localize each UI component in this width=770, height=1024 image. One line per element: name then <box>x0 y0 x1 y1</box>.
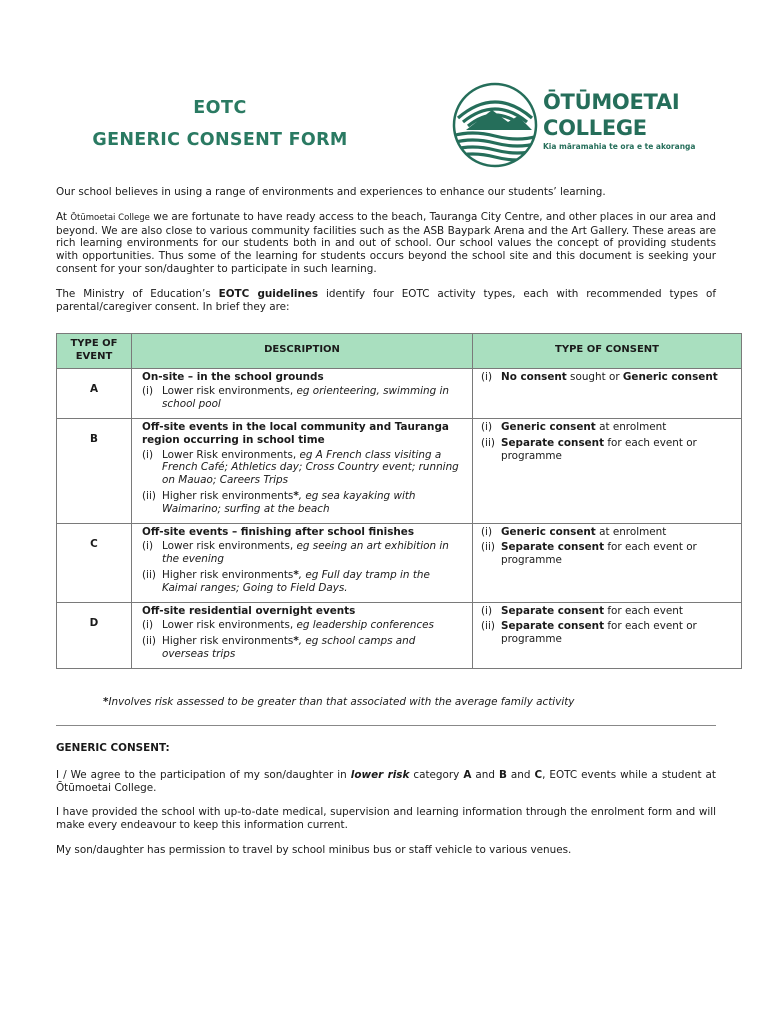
generic-consent-section <box>56 742 716 869</box>
item-number: (ii) <box>142 635 156 648</box>
event-category-cell: C <box>57 523 132 602</box>
generic-consent-heading: GENERIC CONSENT: <box>56 742 170 754</box>
item-number: (i) <box>142 619 153 632</box>
intro-paragraph-2 <box>56 211 716 276</box>
consent-type-text: for each event or programme <box>501 620 697 646</box>
description-item <box>142 569 462 595</box>
consent-item <box>481 421 733 434</box>
higher-risk-star: * <box>293 568 299 581</box>
event-category-cell: B <box>57 418 132 523</box>
consent-item-number: (i) <box>481 420 492 433</box>
consent-item <box>481 526 733 539</box>
consent-item-text <box>501 437 733 463</box>
item-plain-text: Higher risk environments <box>162 489 294 502</box>
header-type-of-consent: TYPE OF CONSENT <box>473 334 742 369</box>
eotc-guidelines-text: EOTC guidelines <box>218 287 319 300</box>
description-cell <box>132 418 473 523</box>
event-category-cell: A <box>57 368 132 418</box>
consent-item-number: (i) <box>481 525 492 538</box>
description-heading: Off-site events in the local community and Tauranga region occurring in school time <box>142 420 449 446</box>
consent-item-number: (i) <box>481 604 492 617</box>
consent-item-text <box>501 526 733 539</box>
consent-item-number: (ii) <box>481 541 495 554</box>
lower-risk-text: lower risk <box>350 768 410 781</box>
item-example-text: eg orienteering, swimming in school pool <box>162 385 449 411</box>
item-text <box>162 540 462 566</box>
consent-item <box>481 620 733 646</box>
consent-type-bold: Separate consent <box>501 604 605 617</box>
consent-type-bold: No consent <box>501 370 567 383</box>
item-plain-text: Lower risk environments, <box>162 540 297 553</box>
description-item <box>142 540 462 566</box>
title-generic-consent-form: GENERIC CONSENT FORM <box>92 130 348 150</box>
intro-p3-rest: identify four EOTC activity types, each with recommended types of parental/caregiver consent. In brief they are: <box>56 287 717 313</box>
consent-paragraph-3: My son/daughter has permission to travel by school minibus bus or staff vehicle to various venues. <box>56 843 572 856</box>
higher-risk-star: * <box>293 489 299 502</box>
consent-p1-a: I / We agree to the participation of my son/daughter in <box>56 768 351 781</box>
consent-item <box>481 437 733 463</box>
item-text <box>162 635 462 661</box>
description-cell <box>132 523 473 602</box>
consent-item-number: (ii) <box>481 620 495 633</box>
item-example-text: , eg school camps and overseas trips <box>162 635 416 660</box>
consent-cell <box>473 368 742 418</box>
consent-type-bold: Separate consent <box>501 541 605 554</box>
consent-item-text <box>501 371 733 384</box>
logo-motto: Kia māramahia te ora e te akoranga <box>543 142 696 151</box>
category-b: B <box>498 768 507 781</box>
consent-item-number: (ii) <box>481 436 495 449</box>
consent-cell <box>473 418 742 523</box>
consent-cell <box>473 523 742 602</box>
item-plain-text: Lower Risk environments, <box>162 448 300 461</box>
consent-cell <box>473 602 742 668</box>
header-type-of-event: TYPE OF EVENT <box>57 334 132 369</box>
description-cell <box>132 368 473 418</box>
intro-paragraph-1: Our school believes in using a range of environments and experiences to enhance our students’ learning. <box>56 186 606 198</box>
item-example-text: eg leadership conferences <box>296 619 434 632</box>
consent-type-text: at enrolment <box>595 420 667 433</box>
consent-type-bold: Separate consent <box>501 436 605 449</box>
consent-paragraph-2: I have provided the school with up-to-date medical, supervision and learning information through the enrolment form and will make every endeavour to keep this information current. <box>56 806 716 832</box>
consent-type-text: for each event or programme <box>501 436 697 462</box>
item-example-text: eg A French class visiting a French Café; Athletics day; Cross Country event; running on Mauao; Careers Trips <box>162 448 459 487</box>
item-example-text: eg seeing an art exhibition in the evening <box>162 540 449 566</box>
item-plain-text: Lower risk environments, <box>162 385 297 398</box>
intro-p3-prefix: The Ministry of Education’s <box>56 287 219 300</box>
event-category-cell: D <box>57 602 132 668</box>
description-item <box>142 385 462 411</box>
college-logo-icon <box>452 82 538 168</box>
description-item <box>142 635 462 661</box>
header-description: DESCRIPTION <box>132 334 473 369</box>
risk-footnote <box>103 696 574 708</box>
consent-type-bold-2: Generic consent <box>622 370 718 383</box>
footnote-star: * <box>103 696 109 708</box>
intro-section <box>56 186 716 325</box>
description-item <box>142 449 462 487</box>
item-example-text: , eg sea kayaking with Waimarino; surfing at the beach <box>162 489 416 515</box>
footnote-text: Involves risk assessed to be greater than that associated with the average family activity <box>108 696 575 708</box>
table-row <box>57 523 742 602</box>
item-number: (ii) <box>142 568 156 581</box>
intro-paragraph-3 <box>56 288 716 314</box>
description-heading: Off-site residential overnight events <box>142 604 356 617</box>
consent-p1-b: category <box>409 768 464 781</box>
consent-type-bold: Separate consent <box>501 620 605 633</box>
consent-item-number: (i) <box>481 370 492 383</box>
consent-and-2: and <box>506 768 535 781</box>
item-plain-text: Higher risk environments <box>162 635 294 648</box>
description-item <box>142 490 462 516</box>
intro-p2-rest: we are fortunate to have ready access to the beach, Tauranga City Centre, and other places in our area and beyond. We are also close to various community facilities such as the ASB Baypark Arena and the Art Gallery. These areas are rich learning environments for our students both in and out of school. Our school values the concept of providing students with opportunities. Thus some of the learning for students occurs beyond the school site and this document is seeking your consent for your son/daughter to participate in such learning. <box>56 210 716 275</box>
consent-type-text: at enrolment <box>595 525 667 538</box>
higher-risk-star: * <box>293 635 299 648</box>
consent-item-text <box>501 620 733 646</box>
consent-item-text <box>501 605 733 618</box>
consent-item-text <box>501 421 733 434</box>
table-row <box>57 368 742 418</box>
category-c: C <box>534 768 543 781</box>
table-row <box>57 602 742 668</box>
consent-item <box>481 605 733 618</box>
item-text <box>162 490 462 516</box>
item-text <box>162 449 462 487</box>
logo-name-line2: COLLEGE <box>543 116 647 140</box>
consent-paragraph-1 <box>56 769 716 795</box>
college-logo <box>452 82 696 168</box>
table-header-row <box>57 334 742 369</box>
consent-p1-c: , EOTC events while a student at Ōtūmoetai College. <box>56 768 716 794</box>
eotc-activity-table <box>56 333 742 669</box>
consent-type-text: for each event or programme <box>501 541 697 567</box>
consent-item <box>481 371 733 384</box>
item-number: (ii) <box>142 489 156 502</box>
intro-p2-school: Ōtūmoetai College <box>70 212 150 223</box>
consent-type-text: for each event <box>604 604 683 617</box>
form-title-block <box>50 98 390 150</box>
consent-type-bold: Generic consent <box>501 525 596 538</box>
table-row <box>57 418 742 523</box>
item-number: (i) <box>142 385 153 398</box>
item-text <box>162 385 462 411</box>
consent-type-bold: Generic consent <box>501 420 596 433</box>
description-cell <box>132 602 473 668</box>
item-text <box>162 569 462 595</box>
title-eotc: EOTC <box>193 98 247 118</box>
item-text <box>162 619 462 632</box>
logo-name-line1: ŌTŪMOETAI <box>543 90 680 114</box>
description-item <box>142 619 462 632</box>
intro-p2-prefix: At <box>56 210 71 223</box>
item-number: (i) <box>142 540 153 553</box>
consent-item <box>481 541 733 567</box>
item-example-text: , eg Full day tramp in the Kaimai ranges; Going to Field Days. <box>162 568 430 594</box>
category-a: A <box>463 768 472 781</box>
description-heading: Off-site events – finishing after school finishes <box>142 525 415 538</box>
item-plain-text: Higher risk environments <box>162 568 294 581</box>
consent-type-text: sought or <box>566 370 623 383</box>
description-heading: On-site – in the school grounds <box>142 370 324 383</box>
consent-and-1: and <box>471 768 499 781</box>
item-plain-text: Lower risk environments, <box>162 619 297 632</box>
section-divider <box>56 725 716 726</box>
consent-item-text <box>501 541 733 567</box>
item-number: (i) <box>142 448 153 461</box>
